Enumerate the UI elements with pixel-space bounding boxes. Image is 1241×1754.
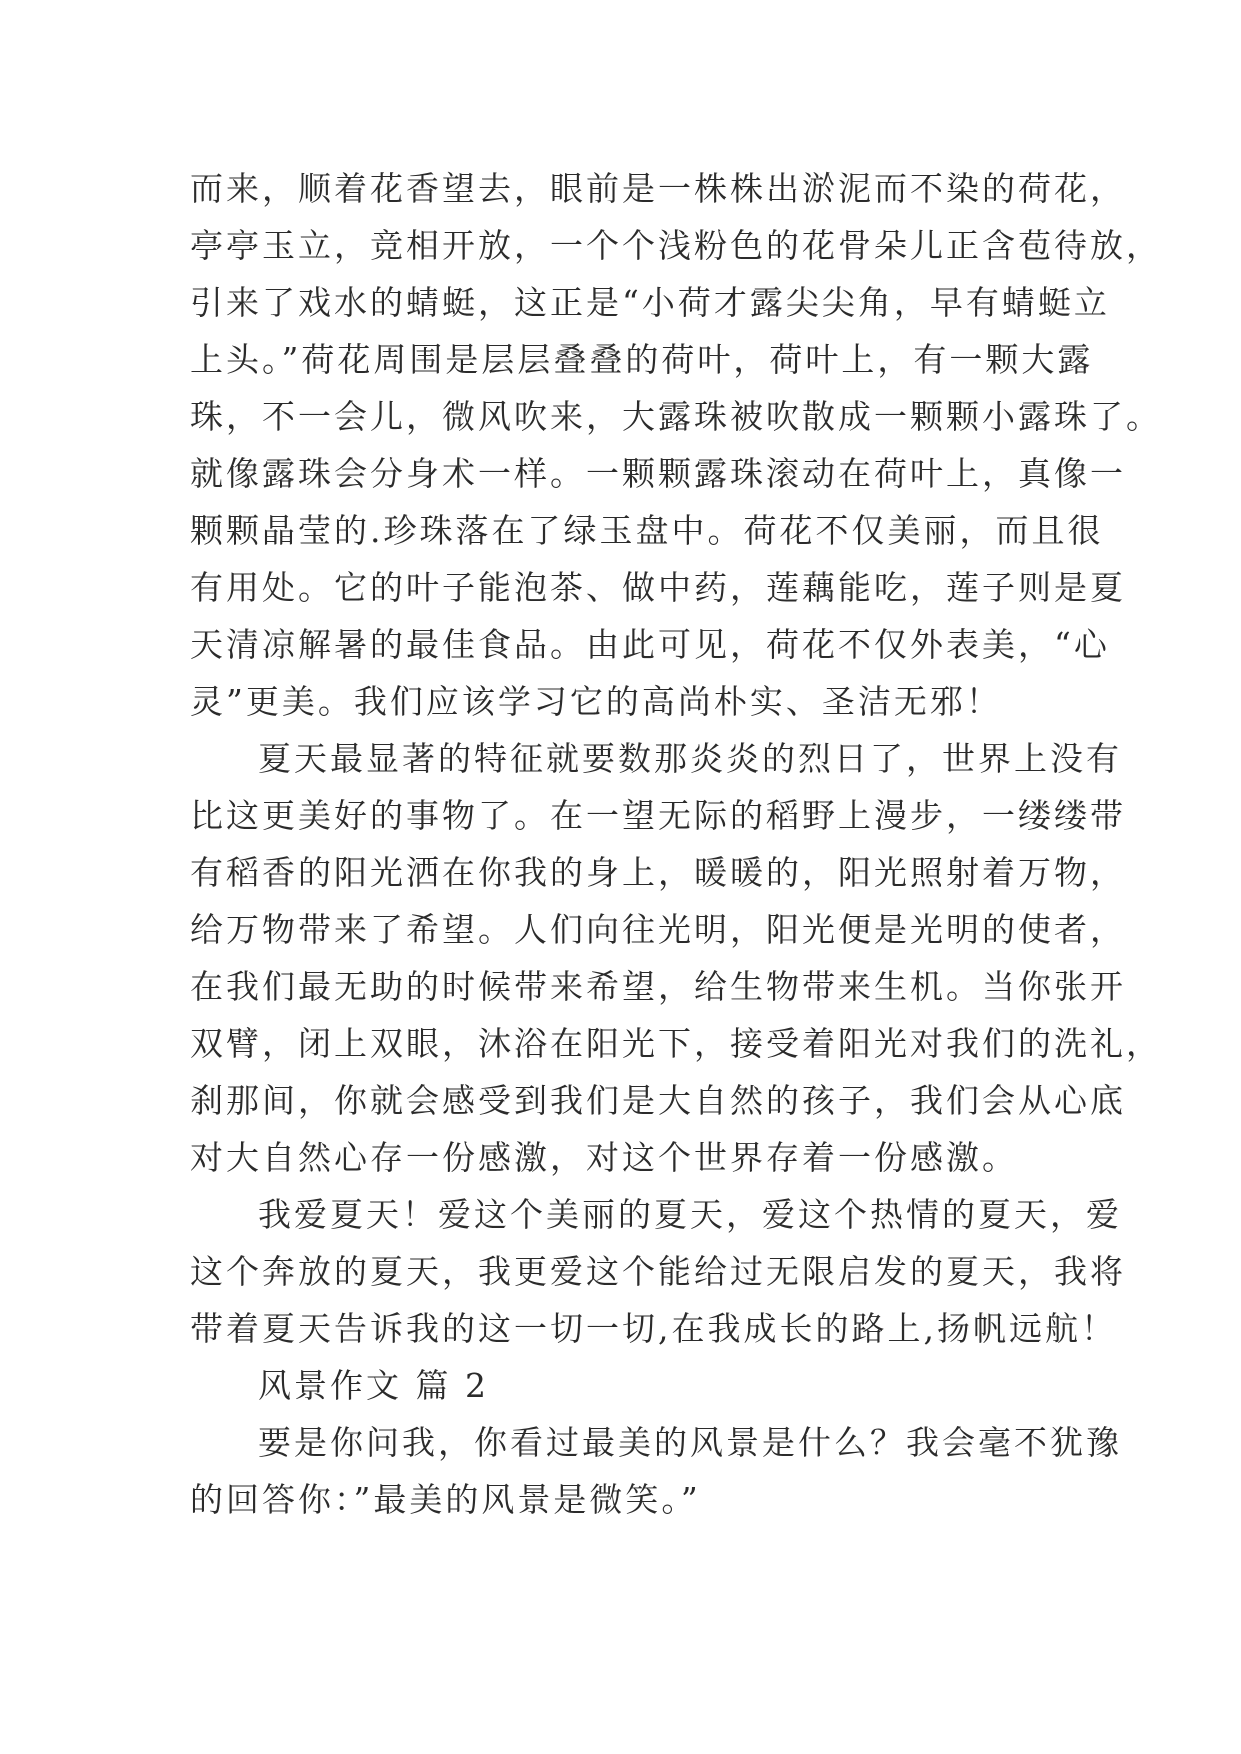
text-line: 引来了戏水的蜻蜓，这正是“小荷才露尖尖角，早有蜻蜓立 xyxy=(190,283,1110,322)
text-line: 亭亭玉立，竞相开放，一个个浅粉色的花骨朵儿正含苞待放， xyxy=(190,226,1162,265)
text-line: 比这更美好的事物了。在一望无际的稻野上漫步，一缕缕带 xyxy=(190,796,1126,835)
text-line: 双臂，闭上双眼，沐浴在阳光下，接受着阳光对我们的洗礼， xyxy=(190,1024,1162,1063)
text-line: 上头。”荷花周围是层层叠叠的荷叶，荷叶上，有一颗大露 xyxy=(190,340,1094,379)
text-line: 刹那间，你就会感受到我们是大自然的孩子，我们会从心底 xyxy=(190,1081,1126,1120)
text-line: 带着夏天告诉我的这一切一切,在我成长的路上,扬帆远航！ xyxy=(190,1309,1117,1348)
section-heading: 风景作文 篇 2 xyxy=(258,1366,489,1405)
text-line: 给万物带来了希望。人们向往光明，阳光便是光明的使者， xyxy=(190,910,1126,949)
text-line: 珠，不一会儿，微风吹来，大露珠被吹散成一颗颗小露珠了。 xyxy=(190,397,1162,436)
text-line: 就像露珠会分身术一样。一颗颗露珠滚动在荷叶上，真像一 xyxy=(190,454,1126,493)
text-line: 有稻香的阳光洒在你我的身上，暖暖的，阳光照射着万物， xyxy=(190,853,1126,892)
document-body xyxy=(190,160,1162,1528)
text-line: 这个奔放的夏天，我更爱这个能给过无限启发的夏天，我将 xyxy=(190,1252,1126,1291)
text-line: 在我们最无助的时候带来希望，给生物带来生机。当你张开 xyxy=(190,967,1126,1006)
text-line: 颗颗晶莹的.珍珠落在了绿玉盘中。荷花不仅美丽，而且很 xyxy=(190,511,1104,550)
paragraph-start-line: 我爱夏天！爱这个美丽的夏天，爱这个热情的夏天，爱 xyxy=(258,1195,1122,1234)
text-line: 有用处。它的叶子能泡茶、做中药，莲藕能吃，莲子则是夏 xyxy=(190,568,1126,607)
paragraph-start-line: 要是你问我，你看过最美的风景是什么？我会毫不犹豫 xyxy=(258,1423,1122,1462)
text-line: 而来，顺着花香望去，眼前是一株株出淤泥而不染的荷花， xyxy=(190,169,1126,208)
text-line: 灵”更美。我们应该学习它的高尚朴实、圣洁无邪！ xyxy=(190,682,1002,721)
text-line: 的回答你：”最美的风景是微笑。” xyxy=(190,1480,701,1519)
paragraph-start-line: 夏天最显著的特征就要数那炎炎的烈日了，世界上没有 xyxy=(258,739,1122,778)
text-line: 天清凉解暑的最佳食品。由此可见，荷花不仅外表美，“心 xyxy=(190,625,1110,664)
text-line: 对大自然心存一份感激，对这个世界存着一份感激。 xyxy=(190,1138,1018,1177)
